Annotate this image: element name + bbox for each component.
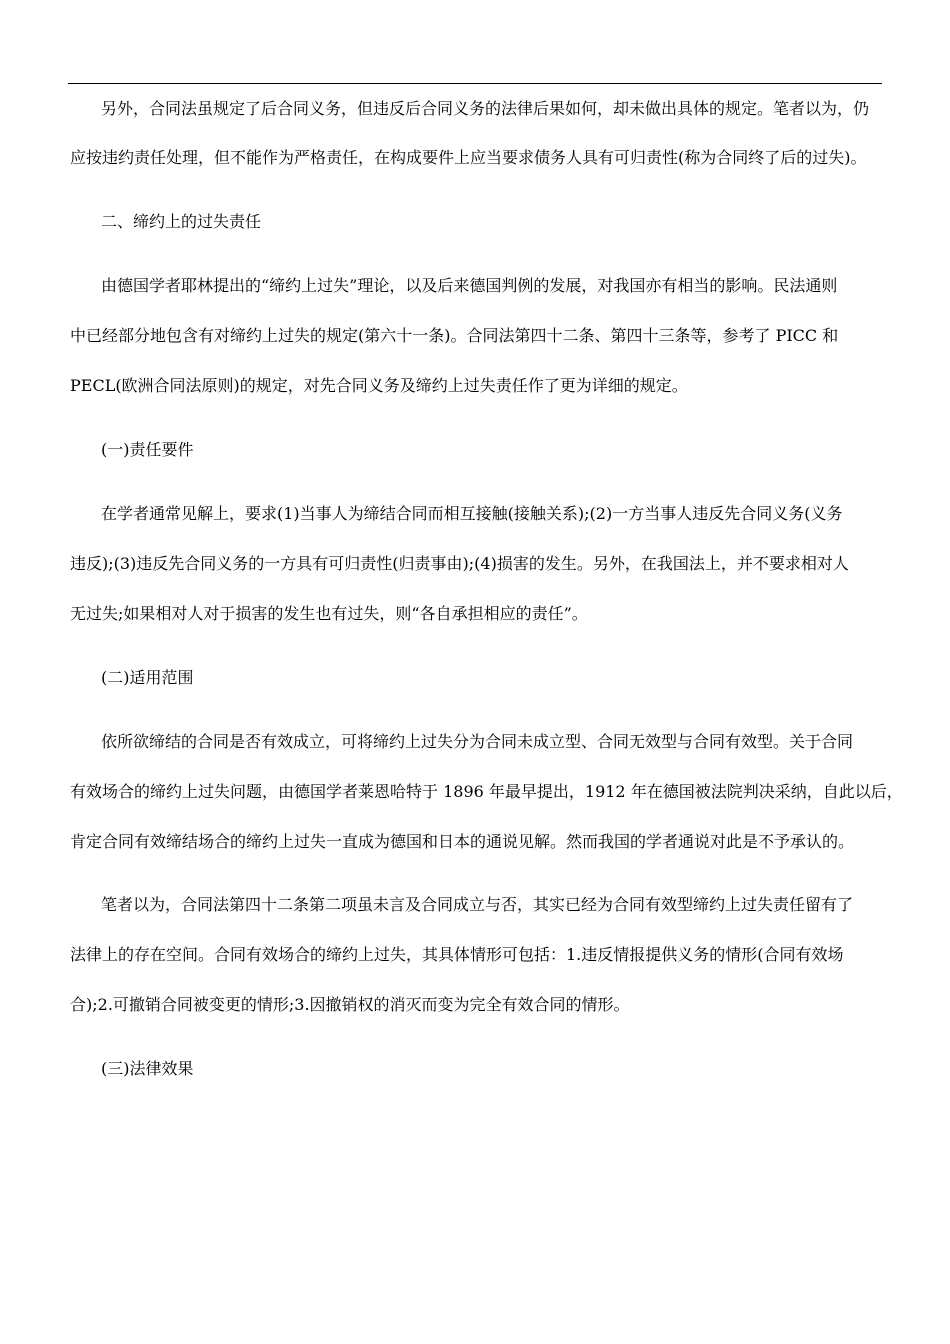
text-line: 在学者通常见解上，要求(1)当事人为缔结合同而相互接触(接触关系);(2)一方当事人违反先合同义务(义务: [101, 504, 843, 523]
subheading-text: (三)法律效果: [101, 1059, 194, 1078]
text-line: 依所欲缔结的合同是否有效成立，可将缔约上过失分为合同未成立型、合同无效型与合同有效型。关于合同: [101, 732, 854, 751]
text-line: PECL(欧洲合同法原则)的规定，对先合同义务及缔约上过失责任作了更为详细的规定。: [70, 376, 688, 395]
section-heading-text: 二、缔约上的过失责任: [101, 212, 262, 231]
subheading-legal-effect: [70, 1055, 884, 1082]
text-line: 合);2.可撤销合同被变更的情形;3.因撤销权的消灭而变为完全有效合同的情形。: [70, 995, 630, 1014]
subheading-text: (二)适用范围: [101, 668, 194, 687]
text-line: 无过失;如果相对人对于损害的发生也有过失，则“各自承担相应的责任”。: [70, 604, 588, 623]
subheading-scope: [70, 664, 884, 691]
text-line: 由德国学者耶林提出的“缔约上过失”理论，以及后来德国判例的发展，对我国亦有相当的影响。民法通则: [101, 276, 838, 295]
text-line: 有效场合的缔约上过失问题，由德国学者莱恩哈特于 1896 年最早提出，1912 年在德国被法院判决采纳，自此以后，: [70, 782, 903, 801]
subheading-liability-elements: [70, 436, 884, 463]
subheading-text: (一)责任要件: [101, 440, 194, 459]
text-line: 违反);(3)违反先合同义务的一方具有可归责性(归责事由);(4)损害的发生。另外，在我国法上，并不要求相对人: [70, 554, 849, 573]
text-line: 法律上的存在空间。合同有效场合的缔约上过失，其具体情形可包括：1.违反情报提供义务的情形(合同有效场: [70, 945, 844, 964]
text-line: 中已经部分地包含有对缔约上过失的规定(第六十一条)。合同法第四十二条、第四十三条等，参考了 PICC 和: [70, 326, 839, 345]
header-rule: [68, 83, 882, 84]
text-line: 另外，合同法虽规定了后合同义务，但违反后合同义务的法律后果如何，却未做出具体的规定。笔者以为，仍: [101, 99, 870, 118]
text-line: 应按违约责任处理，但不能作为严格责任，在构成要件上应当要求债务人具有可归责性(称为合同终了后的过失)。: [70, 148, 867, 167]
section-heading-culpa-in-contrahendo: [70, 208, 884, 235]
text-line: 肯定合同有效缔结场合的缔约上过失一直成为德国和日本的通说见解。然而我国的学者通说对此是不予承认的。: [70, 832, 855, 851]
text-line: 笔者以为，合同法第四十二条第二项虽未言及合同成立与否，其实已经为合同有效型缔约上过失责任留有了: [101, 895, 854, 914]
